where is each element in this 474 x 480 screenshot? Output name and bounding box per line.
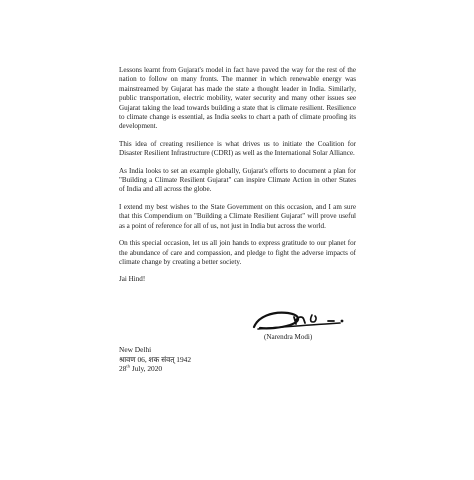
- place-date-block: [119, 345, 191, 374]
- letter-body: [119, 66, 356, 293]
- date-day: 28: [119, 364, 127, 374]
- english-date-text: [119, 364, 191, 374]
- place-text: New Delhi: [119, 345, 152, 354]
- hindi-date-text: श्रावण 06, शक संवत् 1942: [119, 354, 192, 364]
- date-rest: July, 2020: [129, 364, 163, 374]
- closing-salutation: Jai Hind!: [119, 275, 146, 284]
- paragraph-cdri: This idea of creating resilience is what drives us to initiate the Coalition for Disaster Resilient Infrastructure (CDRI) as well as the International Solar Alliance.: [119, 139, 356, 158]
- handwritten-signature: [250, 307, 360, 333]
- paragraph-gujarat-model: Lessons learnt from Gujarat's model in fact have paved the way for the rest of the nation to follow on many fronts. The manner in which renewable energy was mainstreamed by Gujarat has made the state a thought leader in India. Similarly, public transportation, electric mobility, water security and many other issues see Gujarat taking the lead towards building a state that is climate resilient. Resilience to climate change is essential, as India seeks to chart a path of climate proofing its development.: [119, 66, 356, 131]
- signatory-name: (Narendra Modi): [264, 333, 313, 341]
- paragraph-special-occasion: On this special occasion, let us all join hands to express gratitude to our planet for the abundance of care and compassion, and pledge to fight the adverse impacts of climate change by creating a better society.: [119, 239, 356, 266]
- paragraph-best-wishes: I extend my best wishes to the State Government on this occasion, and I am sure that this Compendium on "Building a Climate Resilient Gujarat" will prove useful as a point of reference for all of us, not just in India but across the world.: [119, 202, 356, 230]
- paragraph-global-example: As India looks to set an example globally, Gujarat's efforts to document a plan for "Building a Climate Resilient Gujarat" can inspire Climate Action in other States of India and all across the globe.: [119, 166, 356, 194]
- date-suffix: th: [126, 363, 130, 369]
